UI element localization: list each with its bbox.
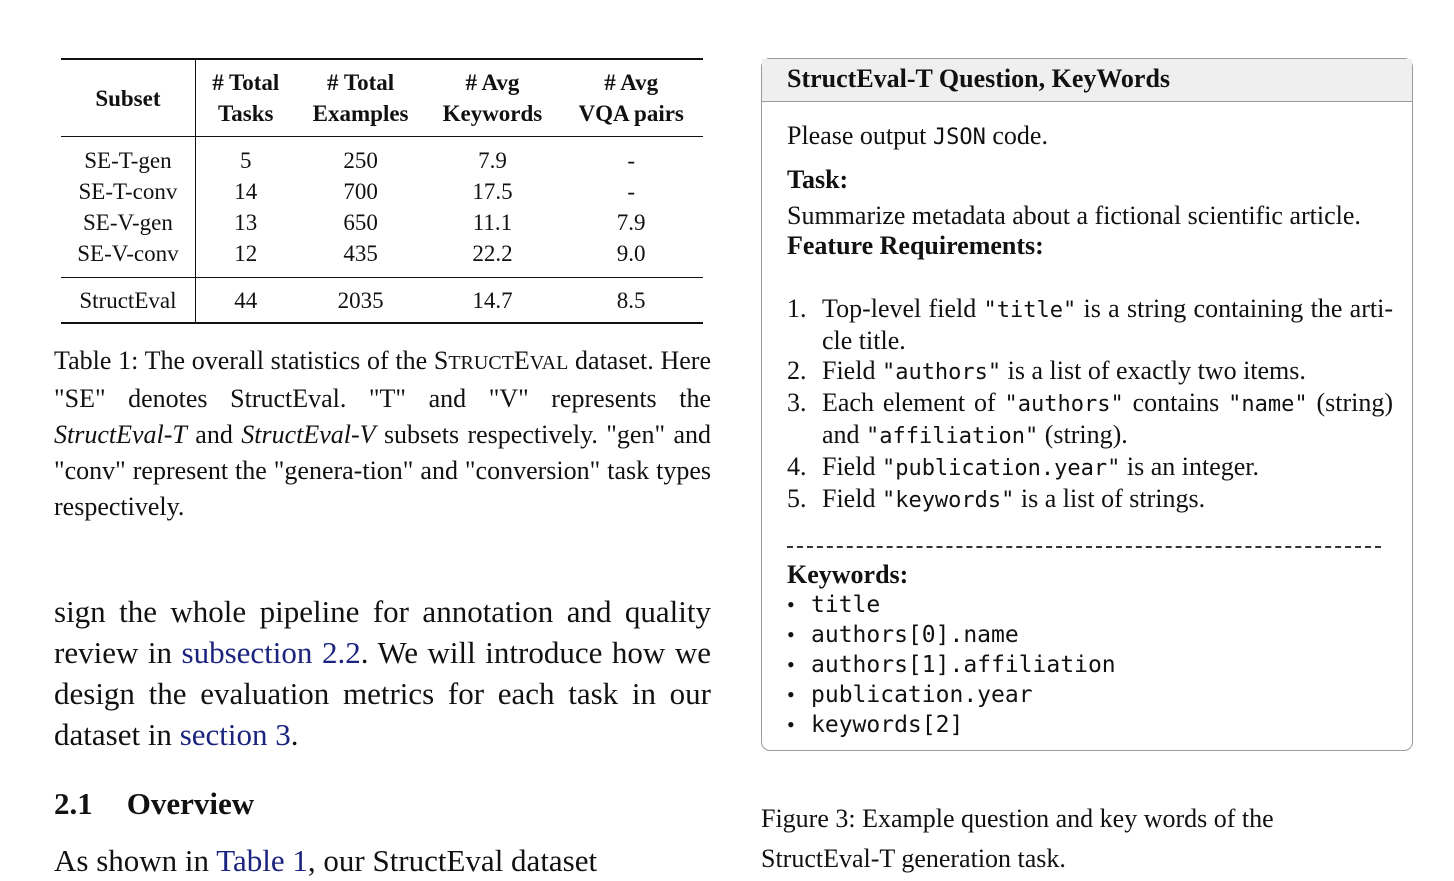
table-cell: 2035 (337, 287, 384, 313)
table-row (61, 207, 703, 238)
header-avg-vqa-pairs: # Avg VQA pairs (578, 70, 684, 126)
intro-line: Please output JSON code. (787, 121, 1048, 150)
figure-caption-continued: StructEval-T generation task. (761, 844, 1066, 873)
table-cell: SE-T-conv (61, 176, 195, 207)
table-cell: 435 (343, 241, 378, 266)
task-label: Task: (787, 165, 849, 194)
list-item: • keywords[2] (787, 712, 964, 738)
table-cell: 13 (234, 210, 258, 235)
body-paragraph: sign the whole pipeline for annotation and quality review in subsection 2.2. We will introduce how we design the evaluation metrics for each task in our dataset in section 3. (54, 594, 711, 752)
feature-label: Feature Requirements: (787, 231, 1044, 260)
section-heading: 2.1 Overview (54, 786, 255, 821)
table-total-row (61, 278, 703, 324)
table-cell: 12 (234, 241, 258, 266)
table-cell: 5 (240, 148, 252, 173)
table-cell: 9.0 (616, 241, 646, 266)
header-total-tasks: # Total Tasks (212, 70, 280, 126)
table-header-row (61, 59, 703, 137)
truncated-paragraph: As shown in Table 1, our StructEval dataset (54, 843, 598, 878)
table-cell: SE-V-conv (61, 238, 195, 278)
list-item: 2. Field "authors" is a list of exactly two items. (787, 356, 1306, 385)
table-cell: 11.1 (472, 210, 513, 235)
header-total-examples: # Total Examples (312, 70, 409, 126)
table-link[interactable]: Table 1 (216, 843, 308, 878)
table-cell: 8.5 (616, 287, 646, 313)
list-item: 4. Field "publication.year" is an integer. (787, 452, 1260, 481)
list-item: • title (787, 592, 881, 618)
table-cell: 22.2 (472, 241, 513, 266)
table-cell: - (627, 179, 636, 204)
table-cell: SE-V-gen (61, 207, 195, 238)
header-subset: Subset (61, 59, 195, 137)
header-avg-keywords: # Avg Keywords (442, 70, 543, 126)
list-item: • publication.year (787, 682, 1033, 708)
table-cell: SE-T-gen (61, 137, 195, 177)
list-item: 5. Field "keywords" is a list of strings. (787, 484, 1206, 513)
table-row (61, 137, 703, 177)
table-cell: 700 (343, 179, 378, 204)
list-item: • authors[1].affiliation (787, 652, 1116, 678)
table-cell: 44 (234, 287, 258, 313)
table-cell: 14 (234, 179, 258, 204)
table-caption: Table 1: The overall statistics of the STRUCTEVAL dataset. Here "SE" denotes StructEval. "T" and "V" represents the StructEval-T and StructEval-V subsets respectively. "gen" and "conv" represent the "genera-tion" and "conversion" task types respectively. (54, 346, 711, 521)
table-cell: 7.9 (478, 148, 507, 173)
table-cell: 14.7 (472, 287, 513, 313)
table-cell: StructEval (61, 278, 195, 324)
statistics-table (61, 58, 703, 324)
keywords-label: Keywords: (787, 560, 909, 589)
list-item: 3. Each element of "authors" contains "name" (string) and "affiliation" (string). (787, 388, 1393, 449)
box-title: StructEval-T Question, KeyWords (762, 59, 1412, 102)
table-cell: 17.5 (472, 179, 513, 204)
table-row (61, 238, 703, 278)
example-box (761, 58, 1413, 751)
table-cell: 250 (343, 148, 378, 173)
section-link[interactable]: section 3 (179, 717, 291, 752)
dashed-divider (787, 546, 1381, 548)
task-text: Summarize metadata about a fictional scientific article. (787, 201, 1361, 230)
keywords-list (787, 590, 1393, 740)
table-cell: - (627, 148, 636, 173)
box-content (787, 121, 1393, 740)
list-item: 1. Top-level field "title" is a string containing the arti-cle title. (787, 294, 1393, 355)
list-item: • authors[0].name (787, 622, 1019, 648)
table-cell: 7.9 (616, 210, 646, 235)
figure-caption: Figure 3: Example question and key words of the (761, 804, 1274, 833)
subsection-link[interactable]: subsection 2.2 (181, 635, 361, 670)
table-cell: 650 (343, 210, 378, 235)
requirements-list (787, 294, 1393, 516)
table-row (61, 176, 703, 207)
